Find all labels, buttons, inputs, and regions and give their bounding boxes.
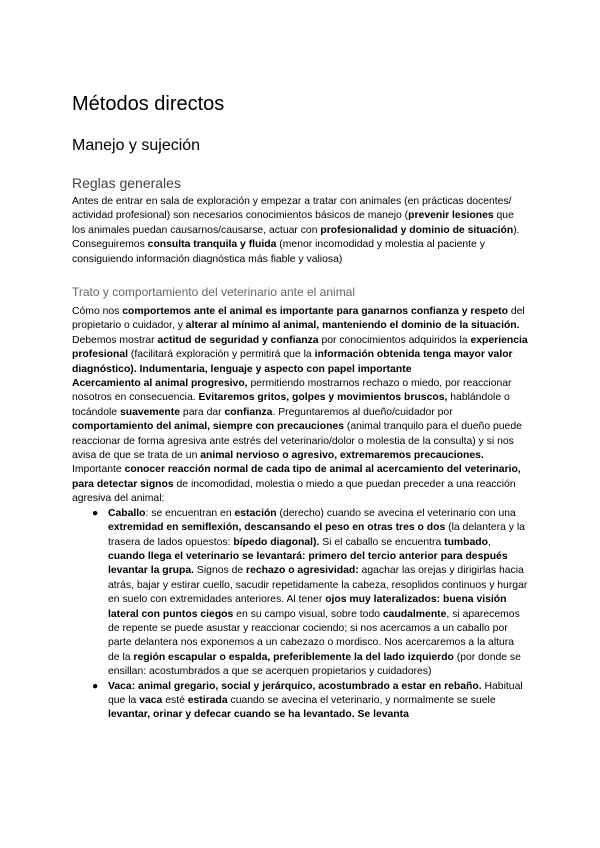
bold-text-run: tumbado: [444, 536, 488, 548]
text-run: ,: [488, 536, 491, 548]
heading-metodos-directos: Métodos directos: [72, 93, 225, 115]
paragraph-comportamiento: [72, 305, 528, 377]
bold-text-run: consulta tranquila y fluida: [147, 239, 277, 251]
bold-text-run: prevenir lesiones: [408, 210, 494, 222]
list-item-vaca: [72, 680, 528, 723]
text-run: (menor incomodidad y molestia al paciente y consiguiendo información diagnóstica más fiable y valiosa): [72, 239, 485, 265]
bullet-icon: ●: [92, 507, 99, 519]
bold-text-run: ojos muy lateralizados: buena visión lateral con puntos ciegos: [108, 594, 507, 620]
text-run: Si el caballo se encuentra: [319, 536, 445, 548]
bold-text-run: actitud de seguridad y confianza: [157, 334, 319, 346]
bold-text-run: cuando llega el veterinario se levantará: primero del tercio anterior para después levantar la grupa.: [108, 550, 508, 577]
text-run: Debemos mostrar: [72, 334, 158, 346]
bold-text-run: vaca: [139, 694, 163, 706]
text-run: Antes de entrar en sala de exploración y empezar a tratar con animales (en prácticas docentes/ actividad profesional) son necesarios conocimientos básicos de manejo (: [72, 196, 512, 222]
text-run: Habitual que la: [108, 680, 523, 706]
heading-trato-comportamiento: Trato y comportamiento del veterinario ante el animal: [72, 285, 356, 299]
text-run: Cómo nos: [72, 306, 123, 317]
text-run: (la delantera y la trasera de lados opuestos:: [108, 522, 525, 548]
text-run: esté: [162, 694, 188, 706]
bold-text-run: Evitaremos gritos, golpes y movimientos bruscos,: [198, 392, 448, 404]
bold-text-run: rechazo o agresividad:: [246, 565, 359, 577]
list-item-text: [108, 681, 523, 721]
bold-text-run: comportamiento del animal, siempre con precauciones: [72, 421, 344, 433]
text-run: ). Conseguiremos: [72, 224, 520, 251]
text-run: (derecho) cuando se avecina el veterinario con una: [276, 507, 516, 519]
text-run: , si aparecemos de repente se puede asustar y reaccionar cociendo; si nos acercamos a un caballo por parte delantera nos exponemos a un cabezazo o mordisco. Nos acercaremos a la altura de la: [108, 608, 520, 663]
bold-text-run: Caballo: [108, 507, 146, 519]
bold-text-run: estirada: [187, 694, 228, 706]
bold-text-run: región escapular o espalda, preferiblemente la del lado izquierdo: [133, 651, 454, 663]
text-run: : se encuentran en: [145, 507, 235, 519]
bold-text-run: experiencia profesional: [72, 334, 528, 361]
bold-text-run: comportemos ante el animal es importante para ganarnos confianza y respeto: [122, 306, 508, 317]
bold-text-run: alterar al mínimo al animal, manteniendo el dominio de la situación.: [185, 320, 520, 332]
bold-text-run: Vaca: animal gregario, social y jerárquico, acostumbrado a estar en rebaño.: [108, 680, 482, 692]
text-run: permitiendo mostrarnos rechazo o miedo, por reaccionar nosotros en consecuencia.: [72, 378, 512, 404]
text-run: Signos de: [194, 565, 247, 577]
bold-text-run: animal nervioso o agresivo, extremaremos precauciones.: [200, 450, 484, 462]
paragraph-intro: [72, 195, 528, 267]
text-run: que los animales puedan causarnos/causarse, actuar con: [72, 210, 514, 236]
text-run: hablándole o tocándole: [72, 392, 510, 418]
section-trato-comportamiento: [72, 305, 528, 723]
text-run: del propietario o cuidador, y: [72, 306, 525, 332]
text-run: . Preguntaremos al dueño/cuidador por: [272, 406, 453, 418]
bold-text-run: profesionalidad y dominio de situación: [320, 224, 514, 236]
text-run: por conocimientos adquiridos la: [318, 334, 471, 346]
bold-text-run: suavemente: [119, 406, 181, 418]
text-run: Importante: [72, 464, 125, 476]
bold-text-run: levantar, orinar y defecar cuando se ha levantado. Se levanta: [108, 709, 409, 721]
heading-reglas-generales: Reglas generales: [72, 175, 181, 191]
list-item-caballo: [72, 507, 528, 680]
paragraph-acercamiento: [72, 377, 528, 463]
list-item-text: [108, 508, 527, 677]
text-run: (animal tranquilo para el dueño puede reaccionar de forma agresiva ante estrés del veterinario/dolor o molestia de la consulta) y si nos avisa de que se trata de un: [72, 421, 522, 462]
heading-manejo-sujecion: Manejo y sujeción: [72, 137, 201, 154]
bold-text-run: estación: [234, 507, 277, 519]
animal-list: [72, 507, 528, 723]
bullet-icon: ●: [92, 680, 99, 692]
bold-text-run: extremidad en semiflexión, descansando el peso en otras tres o dos: [108, 522, 446, 534]
section-reglas-generales: [72, 195, 528, 267]
bold-text-run: información obtenida tenga mayor valor diagnóstico). Indumentaria, lenguaje y aspecto con papel importante: [72, 349, 513, 375]
text-run: en su campo visual, sobre todo: [233, 608, 383, 620]
text-run: (por donde se ensillan: acostumbrados a que se acerquen propietarios y cuidadores): [108, 651, 521, 678]
bold-text-run: conocer reacción normal de cada tipo de animal al acercamiento del veterinario, para detectar signos: [72, 464, 521, 490]
paragraph-reaccion-normal: [72, 463, 528, 506]
text-run: agachar las orejas y dirigirlas hacia atrás, bajar y estirar cuello, sacudir repetidamente la cabeza, resoplidos continuos y hurgar en suelo con extremidades anteriores. Al tener: [108, 565, 528, 606]
bold-text-run: Acercamiento al animal progresivo,: [72, 378, 248, 390]
bold-text-run: caudalmente: [382, 608, 447, 620]
text-run: para dar: [180, 406, 225, 418]
text-run: (facilitará exploración y permitirá que la: [128, 349, 315, 361]
bold-text-run: bípedo diagonal).: [233, 536, 320, 548]
text-run: cuando se avecina el veterinario, y normalmente se suele: [227, 694, 496, 706]
text-run: de incomodidad, molestia o miedo a que puedan preceder a una reacción agresiva del animal:: [72, 478, 516, 505]
bold-text-run: confianza: [224, 406, 273, 418]
